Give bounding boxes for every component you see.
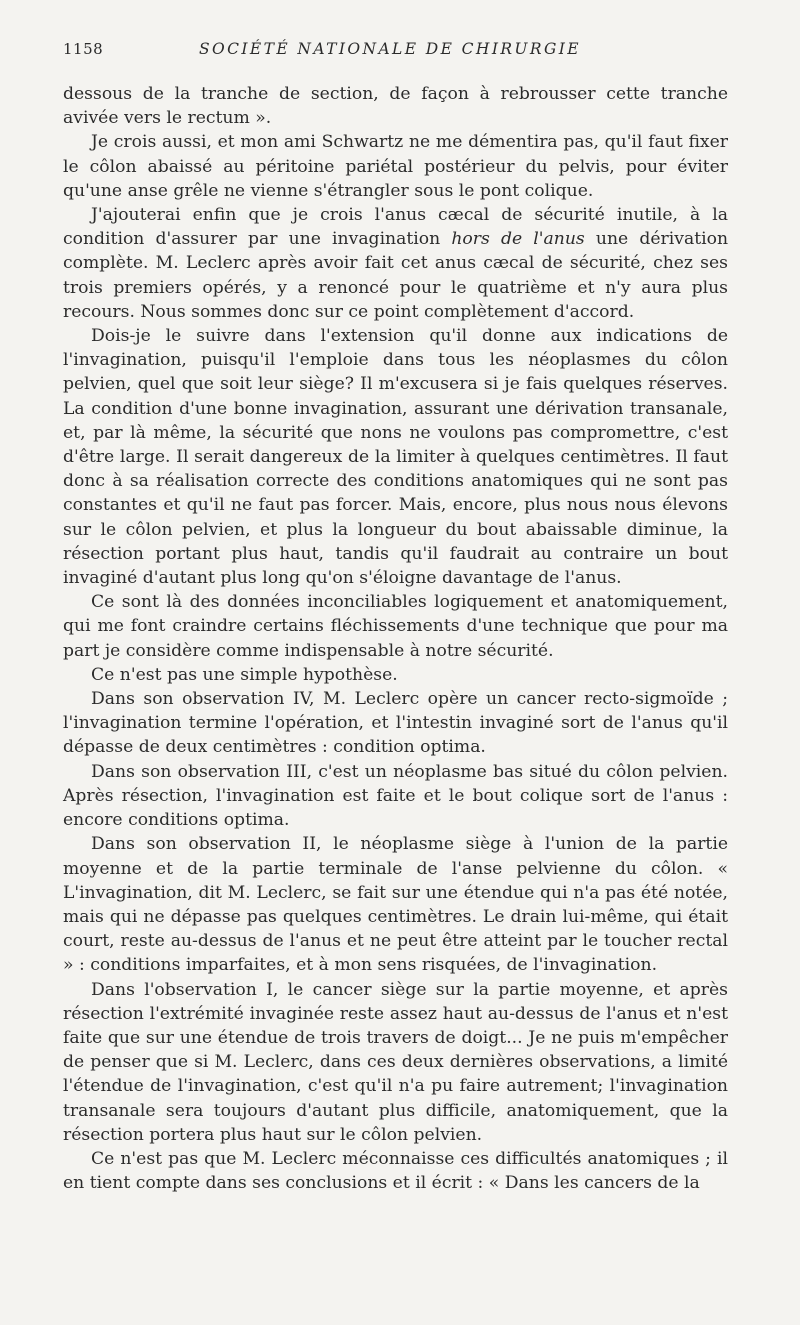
paragraph: dessous de la tranche de section, de façon à rebrousser cette tranche avivée vers le rectum ». <box>63 84 728 129</box>
paragraph: Dois-je le suivre dans l'extension qu'il donne aux indications de l'invagination, puisqu'il l'emploie dans tous les néoplasmes du côlon pelvien, quel que soit leur siège? Il m'excusera si je fais quelques réserves. La condition d'une bonne invagination, assurant une dérivation transanale, et, par là même, la sécurité que nons ne voulons pas compromettre, c'est d'être large. Il serait dangereux de la limiter à quelques centimètres. Il faut donc à sa réalisation correcte des conditions anatomiques qui ne sont pas constantes et qu'il ne faut pas forcer. Mais, encore, plus nous nous élevons sur le côlon pelvien, et plus la longueur du bout abaissable diminue, la résection portant plus haut, tandis qu'il faudrait au contraire un bout invaginé d'autant plus long qu'on s'éloigne davantage de l'anus. <box>63 326 728 589</box>
paragraph: Dans son observation IV, M. Leclerc opère un cancer recto-sigmoïde ; l'invagination termine l'opération, et l'intestin invaginé sort de l'anus qu'il dépasse de deux centimètres : condition optima. <box>63 689 728 758</box>
paragraph: Ce sont là des données inconciliables logiquement et anatomiquement, qui me font craindre certains fléchissements d'une technique que pour ma part je considère comme indispensable à notre sécurité. <box>63 592 728 661</box>
italic-text: hors de l'anus <box>451 229 585 250</box>
paragraph: Dans l'observation I, le cancer siège sur la partie moyenne, et après résection l'extrémité invaginée reste assez haut au-dessus de l'anus et n'est faite que sur une étendue de trois travers de doigt... Je ne puis m'empêcher de penser que si M. Leclerc, dans ces deux dernières observations, a limité l'étendue de l'invagination, c'est qu'il n'a pu faire autrement; l'invagination transanale sera toujours d'autant plus difficile, anatomiquement, que la résection portera plus haut sur le côlon pelvien. <box>63 979 728 1145</box>
paragraph: Dans son observation III, c'est un néoplasme bas situé du côlon pelvien. Après résection, l'invagination est faite et le bout colique sort de l'anus : encore conditions optima. <box>63 761 728 831</box>
running-header <box>63 40 728 68</box>
paragraph-text: J'ajouterai enfin que je crois l'anus cæcal de sécurité inutile, à la condition d'assurer par une invagination <box>63 205 728 250</box>
paragraph: Ce n'est pas que M. Leclerc méconnaisse ces difficultés anatomiques ; il en tient compte dans ses conclusions et il écrit : « Dans les cancers de la <box>63 1148 728 1194</box>
body-text <box>63 82 728 1195</box>
paragraph-text: une dérivation complète. M. Leclerc après avoir fait cet anus cæcal de sécurité, chez ses trois premiers opérés, y a renoncé pour le quatrième et n'y aura plus recours. Nous sommes donc sur ce point complètement d'accord. <box>63 229 729 322</box>
paragraph: Je crois aussi, et mon ami Schwartz ne me démentira pas, qu'il faut fixer le côlon abaissé au péritoine pariétal postérieur du pelvis, pour éviter qu'une anse grêle ne vienne s'étrangler sous le pont colique. <box>63 132 728 201</box>
running-title: SOCIÉTÉ NATIONALE DE CHIRURGIE <box>199 40 581 58</box>
page-number: 1158 <box>63 40 104 58</box>
paragraph <box>63 203 728 324</box>
paragraph: Dans son observation II, le néoplasme siège à l'union de la partie moyenne et de la partie terminale de l'anse pelvienne du côlon. « L'invagination, dit M. Leclerc, se fait sur une étendue qui n'a pas été notée, mais qui ne dépasse pas quelques centimètres. Le drain lui-même, qui était court, reste au-dessus de l'anus et ne peut être atteint par le toucher rectal » : conditions imparfaites, et à mon sens risquées, de l'invagination. <box>63 834 728 976</box>
paragraph: Ce n'est pas une simple hypothèse. <box>91 664 398 685</box>
